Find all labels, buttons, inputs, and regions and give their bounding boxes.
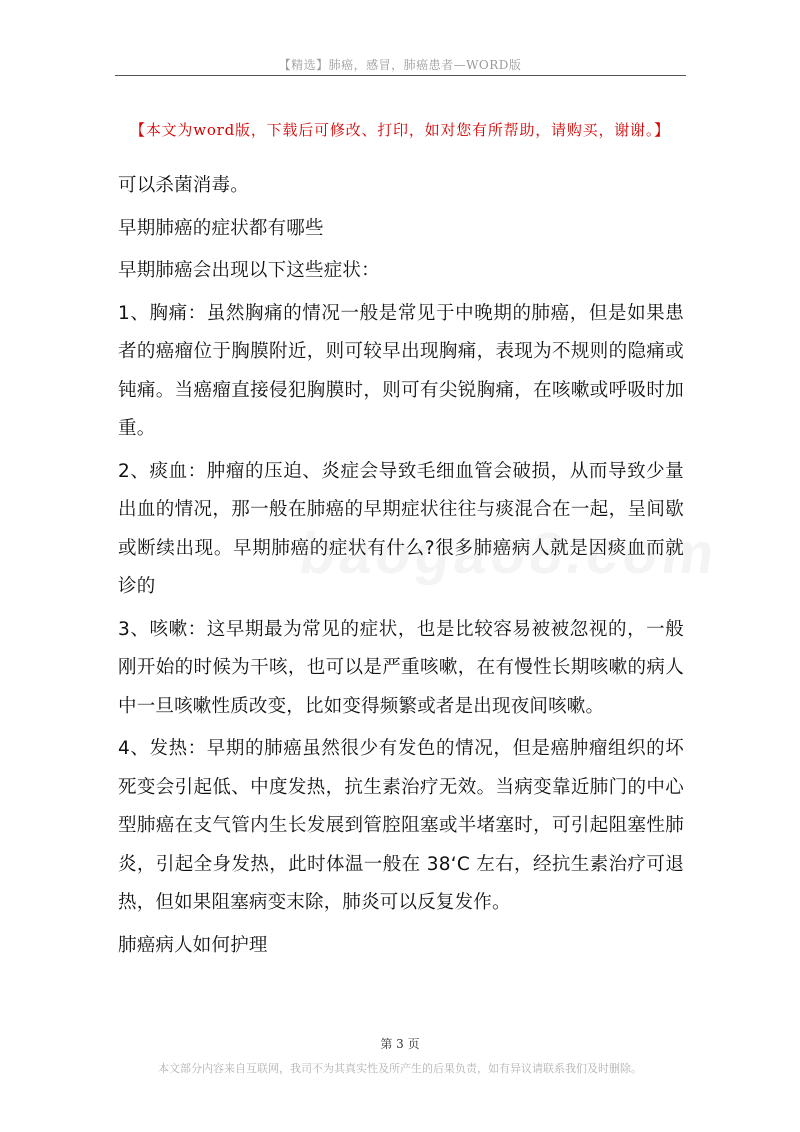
header-divider [115,75,686,76]
download-notice: 【本文为word版，下载后可修改、打印，如对您有所帮助，请购买，谢谢。】 [130,121,670,139]
section-heading-early-symptoms: 早期肺癌的症状都有哪些 [118,217,324,239]
running-header-title: 【精选】肺癌，感冒，肺癌患者—WORD版 [278,58,522,72]
section-heading-patient-care: 肺癌病人如何护理 [118,934,268,956]
paragraph-symptoms-lead: 早期肺癌会出现以下这些症状： [118,260,380,281]
paragraph-cough: 3、咳嗽：这早期最为常见的症状，也是比较容易被被忽视的，一般刚开始的时候为干咳，也可以是严重咳嗽，在有慢性长期咳嗽的病人中一旦咳嗽性质改变，比如变得频繁或者是出现夜间咳嗽。 [118,618,684,717]
paragraph-fever: 4、发热：早期的肺癌虽然很少有发色的情况，但是癌肿瘤组织的坏死变会引起低、中度发热，抗生素治疗无效。当病变靠近肺门的中心型肺癌在支气管内生长发展到管腔阻塞或半堵塞时，可引起阻塞性肺炎，引起全身发热，此时体温一般在 38‘C 左右，经抗生素治疗可退热，但如果阻塞病变末除，肺炎可以反复发作。 [118,738,684,913]
footer-disclaimer: 本文部分内容来自互联网，我司不为其真实性及所产生的后果负责，如有异议请联系我们及时删除。 [158,1062,642,1075]
article-body [118,167,684,969]
page-number: 第 3 页 [380,1037,420,1051]
paragraph-chest-pain: 1、胸痛：虽然胸痛的情况一般是常见于中晚期的肺癌，但是如果患者的癌瘤位于胸膜附近，则可较早出现胸痛，表现为不规则的隐痛或钝痛。当癌瘤直接侵犯胸膜时，则可有尖锐胸痛，在咳嗽或呼吸时加重。 [118,302,684,439]
paragraph-blood-sputum: 2、痰血：肿瘤的压迫、炎症会导致毛细血管会破损，从而导致少量出血的情况，那一般在肺癌的早期症状往往与痰混合在一起，呈间歇或断续出现。早期肺癌的症状有什么?很多肺癌病人就是因痰血而就诊的 [118,460,684,597]
paragraph-intro-end: 可以杀菌消毒。 [118,175,249,196]
